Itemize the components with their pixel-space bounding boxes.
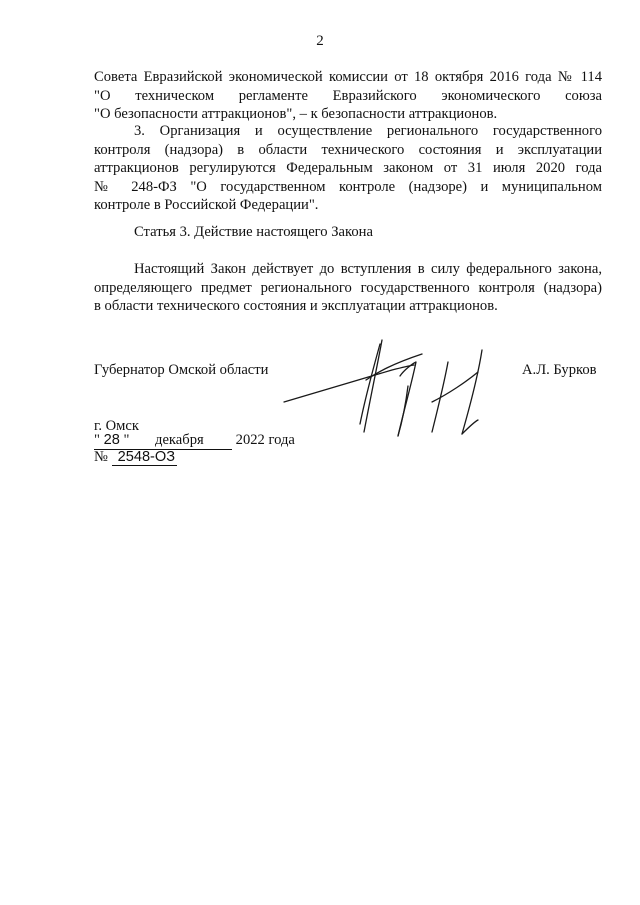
paragraph-line: 3. Организация и осуществление регионального государственного [134, 123, 602, 139]
page-number: 2 [316, 33, 324, 49]
article-heading: Статья 3. Действие настоящего Закона [134, 224, 373, 240]
paragraph-line: аттракционов регулируются Федеральным законом от 31 июля 2020 года [94, 160, 602, 177]
date-underline-day-month [94, 432, 232, 450]
paragraph-3 [94, 260, 602, 316]
paragraph-line: контроля (надзора) в области технического состояния и эксплуатации [94, 141, 602, 158]
paragraph-line: № 248-ФЗ "О государственном контроле (надзоре) и муниципальном [94, 178, 602, 195]
number-line [94, 449, 177, 466]
document-number: 2548-ОЗ [112, 449, 178, 466]
city: г. Омск [94, 418, 139, 434]
date-quote-open: " [94, 432, 100, 448]
date-day: 28 [103, 432, 120, 448]
paragraph-1 [94, 68, 602, 124]
paragraph-line: "О техническом регламенте Евразийского экономического союза [94, 87, 602, 104]
date-line [94, 432, 295, 450]
paragraph-2 [94, 122, 602, 215]
number-prefix: № [94, 449, 108, 465]
governor-name: А.Л. Бурков [522, 362, 597, 378]
paragraph-line: контроле в Российской Федерации". [94, 197, 319, 214]
date-quote-close: " [123, 432, 130, 448]
date-year: 2022 года [235, 432, 295, 448]
paragraph-line: Настоящий Закон действует до вступления в силу федерального закона, [134, 261, 602, 277]
paragraph-line: в области технического состояния и эксплуатации аттракционов. [94, 298, 498, 315]
paragraph-line: определяющего предмет регионального государственного контроля (надзора) [94, 279, 602, 296]
date-month: декабря [155, 432, 204, 448]
paragraph-line: Совета Евразийской экономической комиссии от 18 октября 2016 года № 114 [94, 69, 602, 85]
handwritten-signature [282, 332, 502, 442]
governor-title: Губернатор Омской области [94, 362, 269, 378]
paragraph-line: "О безопасности аттракционов", – к безопасности аттракционов. [94, 106, 498, 123]
